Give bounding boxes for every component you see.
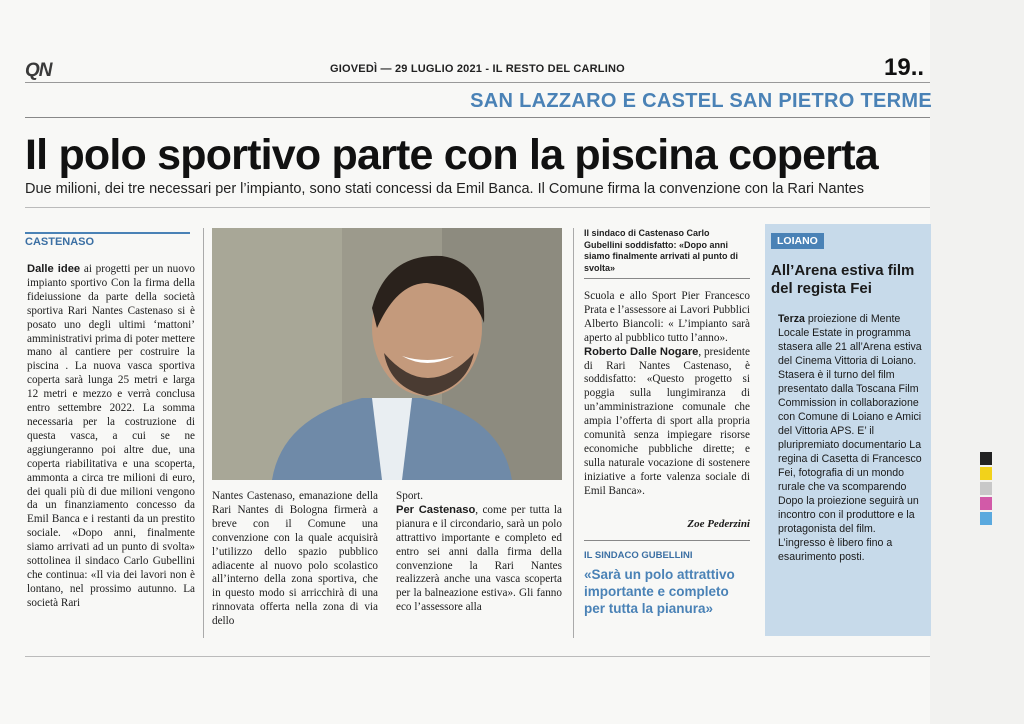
column-text: Scuola e allo Sport Pier Francesco Prata e l’assessore ai Lavori Pubblici Alberto Biancoli: « L’impianto sarà aperto al pubblico tutto l’anno». <box>584 290 750 344</box>
portrait-image <box>212 228 562 480</box>
sidebar-text: proiezione di Mente Locale Estate in programma stasera alle 21 all’Arena estiva del Cinema Vittoria di Loiano. Stasera è il turno del film presentato dalla Toscana Film Commission in collaborazione con Comune di Loiano e Amici del Vittoria APS. E’ il pluripremiato documentario La regina di Casetta di Francesco Fei, fotografia di un mondo rurale che va scomparendo Dopo la proiezione seguirà un incontro con il produttore e la protagonista del film. L’ingresso è libero fino a esaurimento posti. <box>778 313 922 563</box>
print-mark-yellow <box>980 467 992 480</box>
quote-kicker: IL SINDACO GUBELLINI <box>584 550 693 561</box>
sidebar-body <box>778 312 924 632</box>
column-text: Sport. <box>396 490 424 502</box>
byline: Zoe Pederzini <box>687 518 750 530</box>
photo-caption: Il sindaco di Castenaso Carlo Gubellini soddisfatto: «Dopo anni siamo finalmente arrivati al punto di svolta» <box>584 228 750 279</box>
article-column-1 <box>27 263 195 639</box>
dateline: GIOVEDÌ — 29 LUGLIO 2021 - IL RESTO DEL CARLINO <box>330 63 625 75</box>
article-column-4 <box>584 290 750 510</box>
print-mark-grey <box>980 482 992 495</box>
pull-quote: «Sarà un polo attrattivo importante e completo per tutta la pianura» <box>584 567 735 616</box>
bold-name: Roberto Dalle Nogare <box>584 345 699 358</box>
bold-phrase: Per Castenaso <box>396 503 476 516</box>
column-text: , presidente di Rari Nantes Castenaso, è soddisfatto: «Questo progetto si poggia sulla lungimiranza di un’amministrazione comunale che ampia l’offerta di sport alla propria comunità senza impiegare risorse economiche pubbliche dirette; e sulla naturale vocazione di sostenere iniziative a forte valenza sociale di Emil Banca». <box>584 345 750 497</box>
article-column-2 <box>212 490 378 640</box>
newspaper-logo: QN <box>25 60 52 81</box>
sidebar-tag: LOIANO <box>771 233 824 249</box>
mayor-photo <box>212 228 562 480</box>
divider <box>25 656 930 657</box>
divider <box>25 117 930 118</box>
page-margin <box>930 0 1024 724</box>
print-mark-black <box>980 452 992 465</box>
article-column-3 <box>396 490 562 640</box>
divider <box>25 207 930 208</box>
print-mark-cyan <box>980 512 992 525</box>
divider <box>25 82 930 83</box>
headline: Il polo sportivo parte con la piscina coperta <box>25 131 878 179</box>
lead-words: Dalle idee <box>27 263 81 275</box>
page-number: 19.. <box>884 54 925 81</box>
print-mark-magenta <box>980 497 992 510</box>
column-divider <box>203 228 204 638</box>
article-kicker: CASTENASO <box>25 232 190 248</box>
column-text: Nantes Castenaso, emanazione della Rari Nantes di Bologna firmerà a breve con il Comune una convenzione con la quale acquisirà l’utilizzo dello spazio pubblico adiacente al nuovo polo scolastico all’interno della zona sportiva, che in questo modo si arricchirà di una rinnovata offerta nella zona di via dello <box>212 490 378 628</box>
column-text: ai progetti per un nuovo impianto sportivo Con la firma della fideiussione da parte della società sportiva Rari Nantes Castenaso si è posato uno degli ultimi ‘mattoni’ amministrativi prima di poter mettere mano al cantiere per costruire la piscina . La nuova vasca sportiva coperta sarà lunga 25 metri e larga 12 metri e mezzo e verrà conclusa entro settembre 2022. La somma necessaria per la costruzione di questa vasca, a cui se ne aggiungeranno poi altre due, una coperta riabilitativa e una scoperta, ammonta a circa tre milioni di euro, dei quali più di due milioni vengono da un finanziamento concesso da Emil Banca e i restanti da un prestito sociale. «Dopo anni, finalmente siamo arrivati ad un punto di svolta» sottolinea il sindaco Carlo Gubellini che continua: «Il via dei lavori non è lontano, nel prossimo autunno. La società Rari <box>27 263 195 609</box>
section-title: SAN LAZZARO E CASTEL SAN PIETRO TERME <box>470 90 932 112</box>
lead-words: Terza <box>778 313 805 325</box>
sidebar-title: All’Arena estiva film del regista Fei <box>771 262 915 297</box>
divider <box>584 540 750 541</box>
subheadline: Due milioni, dei tre necessari per l’impianto, sono stati concessi da Emil Banca. Il Comune firma la convenzione con la Rari Nantes <box>25 181 864 197</box>
column-text: , come per tutta la pianura e il circondario, sarà un polo attrattivo importante e completo ed entro sei anni dalla firma della convenzione la Rari Nantes realizzerà anche una vasca scoperta per la balneazione estiva». Gli fanno eco l’assessore alla <box>396 503 562 614</box>
column-divider <box>573 228 574 638</box>
